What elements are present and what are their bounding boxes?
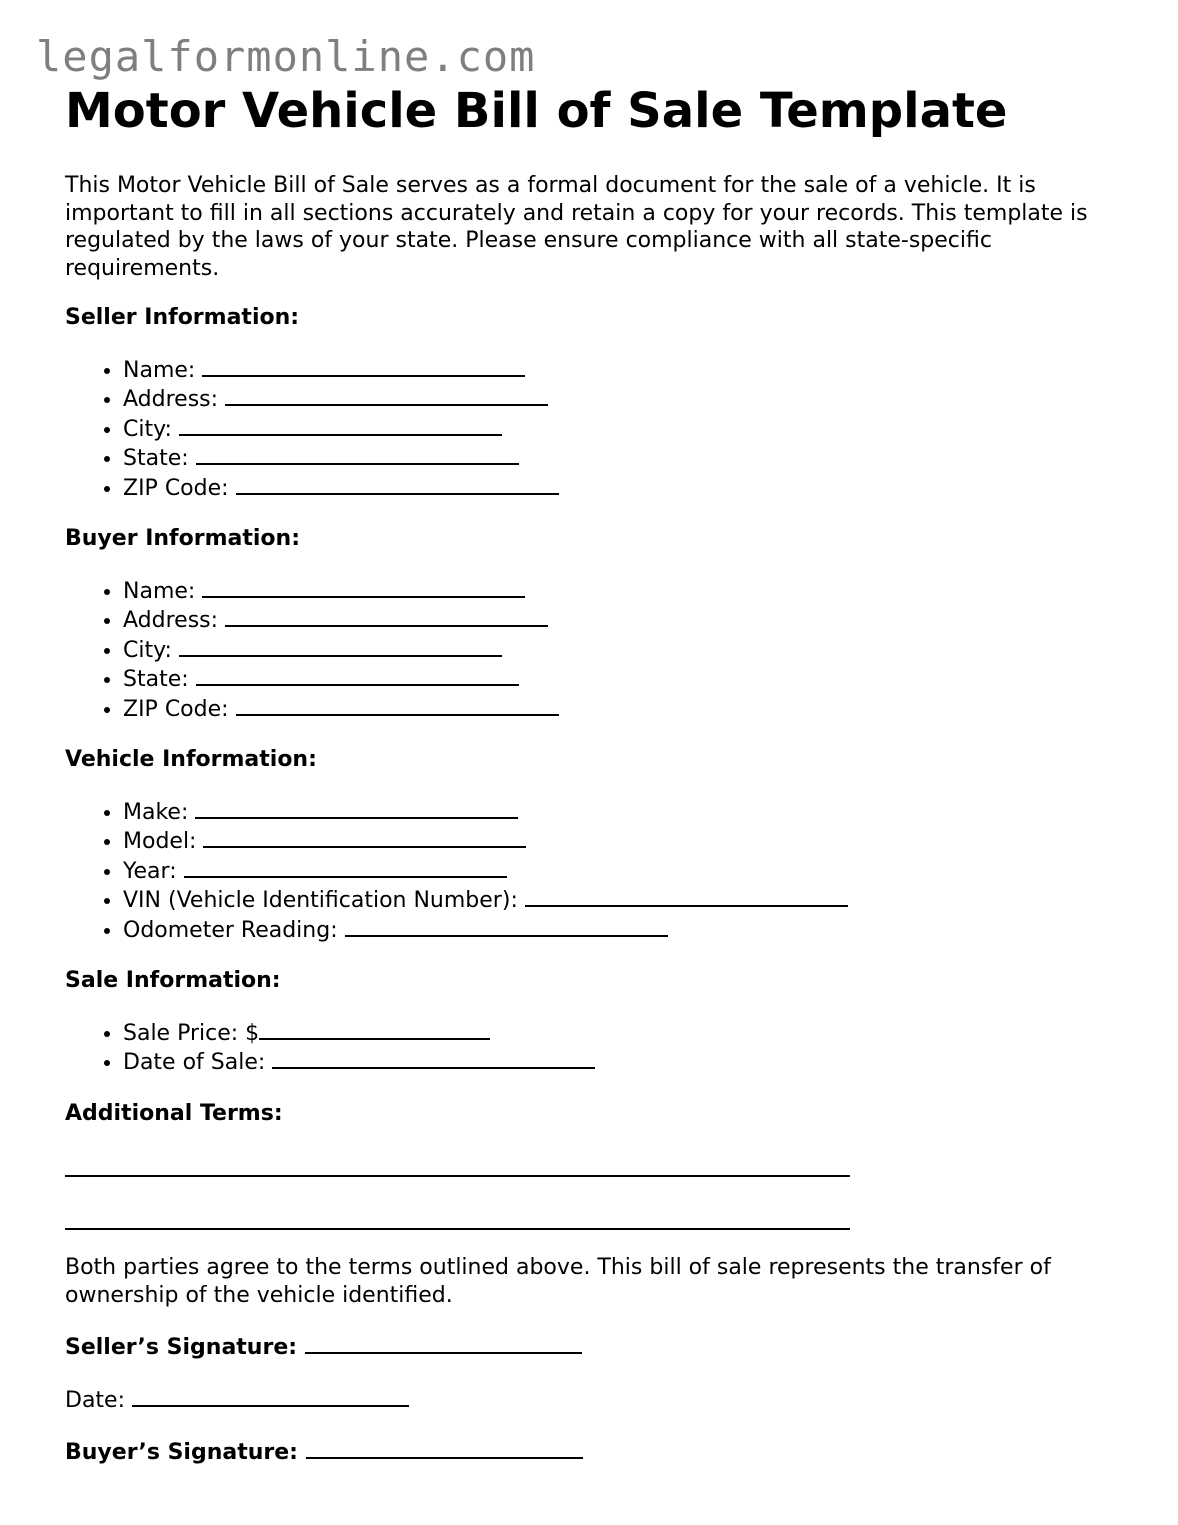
vehicle-year-field[interactable]: [123, 856, 1125, 886]
field-label: Model:: [123, 829, 197, 854]
seller-address-field[interactable]: [123, 384, 1125, 414]
buyer-signature-label: Buyer’s Signature:: [65, 1440, 298, 1465]
sale-heading: Sale Information:: [65, 968, 281, 993]
vehicle-year-blank[interactable]: [184, 856, 507, 878]
seller-address-blank[interactable]: [225, 384, 548, 406]
seller-fields: [65, 355, 1125, 503]
signature-date-label: Date:: [65, 1387, 125, 1413]
buyer-state-field[interactable]: [123, 664, 1125, 694]
field-label: ZIP Code:: [123, 696, 229, 722]
field-label: State:: [123, 667, 189, 692]
vehicle-fields: [65, 797, 1125, 945]
agreement-paragraph: Both parties agree to the terms outlined above. This bill of sale represents the transfer of ownership of the vehicle identified.: [65, 1255, 1051, 1308]
seller-signature-label: Seller’s Signature:: [65, 1335, 298, 1360]
buyer-address-field[interactable]: [123, 605, 1125, 635]
field-label: City:: [123, 637, 172, 663]
field-label: Make:: [123, 799, 189, 825]
vehicle-model-field[interactable]: [123, 826, 1125, 856]
sale-fields: [65, 1018, 1125, 1077]
buyer-name-blank[interactable]: [202, 576, 525, 598]
seller-signature-blank[interactable]: [305, 1332, 582, 1354]
vehicle-model-blank[interactable]: [203, 826, 526, 848]
seller-heading: Seller Information:: [65, 305, 300, 330]
seller-signature-field[interactable]: [65, 1332, 1125, 1362]
seller-city-field[interactable]: [123, 414, 1125, 444]
vehicle-make-blank[interactable]: [195, 797, 518, 819]
field-label: VIN (Vehicle Identification Number):: [123, 888, 518, 913]
page-title: Motor Vehicle Bill of Sale Template: [65, 83, 1008, 139]
additional-terms-line-1[interactable]: [65, 1151, 1125, 1177]
buyer-signature-blank[interactable]: [306, 1437, 583, 1459]
additional-terms-heading: Additional Terms:: [65, 1100, 283, 1126]
additional-terms-line-2[interactable]: [65, 1204, 1125, 1230]
vehicle-odometer-blank[interactable]: [345, 915, 668, 937]
seller-city-blank[interactable]: [179, 414, 502, 436]
field-label: Name:: [123, 578, 196, 604]
field-label: ZIP Code:: [123, 475, 229, 501]
buyer-city-blank[interactable]: [179, 635, 502, 657]
sale-price-blank[interactable]: [259, 1018, 490, 1040]
seller-name-field[interactable]: [123, 355, 1125, 385]
buyer-city-field[interactable]: [123, 635, 1125, 665]
field-label: City:: [123, 416, 172, 442]
field-label: Address:: [123, 608, 219, 633]
field-label: Date of Sale:: [123, 1050, 266, 1075]
signature-date-field[interactable]: [65, 1385, 1125, 1415]
seller-name-blank[interactable]: [202, 355, 525, 377]
vehicle-odometer-field[interactable]: [123, 915, 1125, 945]
buyer-zip-blank[interactable]: [236, 694, 559, 716]
field-label: Odometer Reading:: [123, 917, 338, 943]
vehicle-make-field[interactable]: [123, 797, 1125, 827]
sale-price-field[interactable]: [123, 1018, 1125, 1048]
buyer-signature-field[interactable]: [65, 1437, 1125, 1467]
buyer-zip-field[interactable]: [123, 694, 1125, 724]
buyer-fields: [65, 576, 1125, 724]
seller-state-blank[interactable]: [196, 443, 519, 465]
sale-date-blank[interactable]: [272, 1047, 595, 1069]
buyer-address-blank[interactable]: [225, 605, 548, 627]
seller-zip-blank[interactable]: [236, 473, 559, 495]
buyer-heading: Buyer Information:: [65, 526, 300, 551]
intro-paragraph: This Motor Vehicle Bill of Sale serves as a formal document for the sale of a vehicle. It is important to fill in all sections accurately and retain a copy for your records. This template is regulated by the laws of your state. Please ensure compliance with all state-specific requirements.: [65, 173, 1088, 281]
sale-date-field[interactable]: [123, 1047, 1125, 1077]
field-label: Sale Price: $: [123, 1020, 260, 1046]
field-label: State:: [123, 446, 189, 471]
buyer-name-field[interactable]: [123, 576, 1125, 606]
seller-state-field[interactable]: [123, 443, 1125, 473]
field-label: Year:: [123, 858, 177, 884]
field-label: Address:: [123, 387, 219, 412]
vehicle-heading: Vehicle Information:: [65, 747, 317, 772]
field-label: Name:: [123, 357, 196, 383]
buyer-state-blank[interactable]: [196, 664, 519, 686]
document-page: [65, 84, 1125, 1467]
signature-date-blank[interactable]: [132, 1385, 409, 1407]
watermark: legalformonline.com: [36, 32, 536, 81]
seller-zip-field[interactable]: [123, 473, 1125, 503]
vehicle-vin-field[interactable]: [123, 885, 1125, 915]
vehicle-vin-blank[interactable]: [525, 885, 848, 907]
